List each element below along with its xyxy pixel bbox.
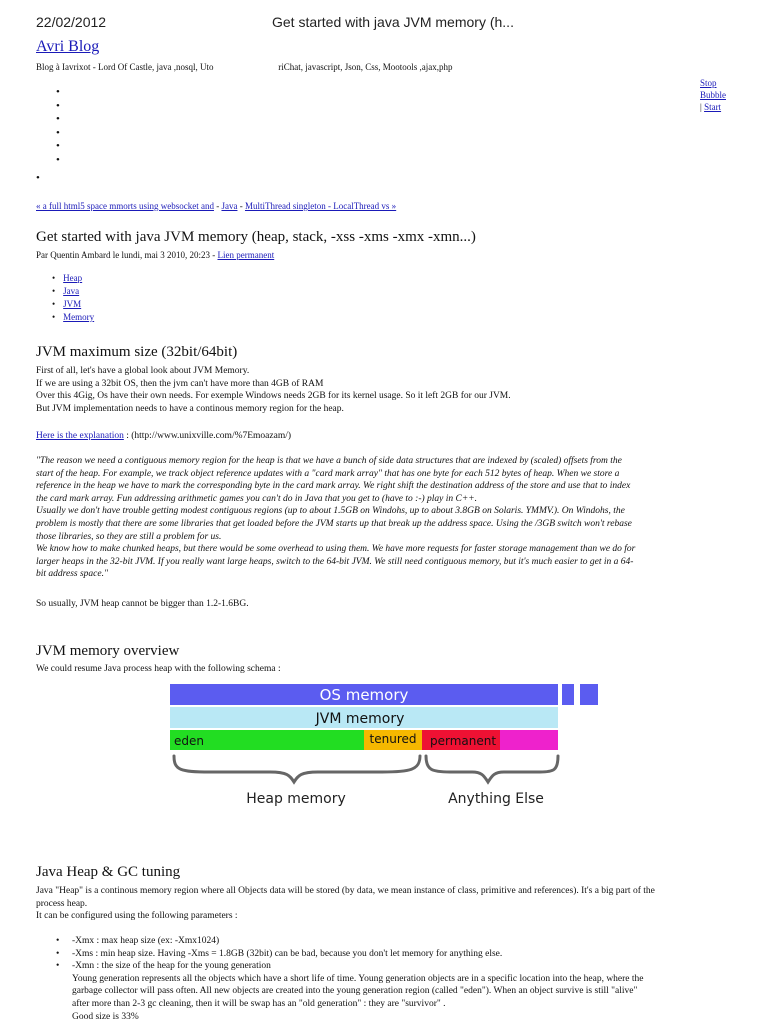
tag-link-memory[interactable]: Memory bbox=[63, 312, 95, 322]
empty-menu-list bbox=[56, 86, 60, 167]
list-item: • bbox=[56, 126, 60, 139]
quote-line: the card mark array. Fun addressing arithmetic games you can't do in Java that you get to (have to :-) play in C++. bbox=[36, 493, 478, 504]
os-memory-label: OS memory bbox=[319, 686, 409, 704]
section3-intro bbox=[36, 885, 748, 923]
os-memory-block bbox=[580, 684, 598, 705]
start-link[interactable]: Start bbox=[704, 102, 722, 112]
section-heading-heap-gc-tuning: Java Heap & GC tuning bbox=[36, 864, 181, 880]
extra-list-item: • bbox=[36, 172, 40, 184]
paragraph-line: If we are using a 32bit OS, then the jvm can't have more than 4GB of RAM bbox=[36, 378, 324, 389]
paragraph-line: after more than 2-3 gc cleaning, then it will be swap has an "old generation" : they are "survivor" . bbox=[72, 998, 446, 1009]
paragraph-line: garbage collector will pass often. All new objects are created into the young generation region (called "eden"). When an object survive is still "alive" bbox=[72, 986, 638, 997]
list-item: • -Xmn : the size of the heap for the young generation bbox=[56, 960, 746, 973]
explanation-url: : (http://www.unixville.com/%7Emoazam/) bbox=[123, 431, 292, 441]
next-post-link[interactable]: MultiThread singleton - LocalThread vs » bbox=[244, 201, 397, 211]
list-item: • bbox=[56, 113, 60, 125]
paragraph-line: Java "Heap" is a continous memory region where all Objects data will be stored (by data, we mean instance of class, primitive and references). It's a big part of the bbox=[36, 886, 655, 896]
list-item: • bbox=[56, 140, 60, 152]
nav-separator: - bbox=[237, 201, 245, 211]
post-navigation bbox=[36, 200, 396, 213]
list-item: • -Xms : min heap size. Having -Xms = 1.8GB (32bit) can be bad, because you don't let memory for anything else. bbox=[56, 948, 746, 961]
quote-line: start of the heap. For example, we track object reference updates with a "card mark array" that has one byte for each 512 bytes of heap. When we store a bbox=[36, 468, 620, 479]
tag-item bbox=[52, 311, 94, 324]
eden-label: eden bbox=[174, 734, 204, 748]
quote-line: larger heaps in the 32-bit JVM. If you really want large heaps, switch to the 64-bit JVM. We still need contiguous memory, but it's much easier to get in a 64- bbox=[36, 556, 634, 567]
blog-name-link[interactable]: Avri Blog bbox=[36, 38, 100, 55]
blog-subtitle bbox=[36, 61, 453, 74]
section1-conclusion: So usually, JVM heap cannot be bigger than 1.2-1.6BG. bbox=[36, 599, 249, 609]
tag-link-heap[interactable]: Heap bbox=[63, 273, 83, 283]
blog-subtitle-left: Blog à Iavrixot - Lord Of Castle, java ,nosql, Uto bbox=[36, 62, 214, 72]
jvm-memory-label: JVM memory bbox=[315, 711, 405, 727]
paragraph-line: First of all, let's have a global look about JVM Memory. bbox=[36, 366, 250, 376]
anything-else-label: Anything Else bbox=[448, 791, 544, 807]
quote-line: We know how to make chunked heaps, but there would be some overhead to using them. We have more requests for faster storage management than we do for bbox=[36, 544, 636, 555]
paragraph-line: Good size is 33% bbox=[72, 1011, 139, 1022]
section1-intro bbox=[36, 365, 748, 415]
jvm-memory-diagram bbox=[170, 684, 600, 814]
param-list bbox=[56, 935, 746, 1023]
tag-item bbox=[52, 285, 94, 298]
article-title: Get started with java JVM memory (heap, stack, -xss -xms -xmx -xmn...) bbox=[36, 229, 476, 245]
print-header bbox=[36, 16, 756, 36]
heap-brace bbox=[174, 756, 420, 782]
quote-line: problem is mostly that there are some libraries that get loaded before the JVM starts up that break up the address space. Using the /3GB switch won't rebase bbox=[36, 518, 632, 529]
byline-text: Par Quentin Ambard le lundi, mai 3 2010, 20:23 - bbox=[36, 250, 218, 260]
explanation-link[interactable]: Here is the explanation bbox=[36, 431, 124, 441]
quote-line: Usually we don't have trouble getting modest contiguous regions (up to about 1.5GB on Windohs, up to about 3.8GB on Solaris. YMMV.). On Windohs, the bbox=[36, 506, 625, 517]
permanent-extension-bar bbox=[500, 730, 558, 750]
category-link[interactable]: Java bbox=[221, 201, 238, 211]
list-item: • -Xmx : max heap size (ex: -Xmx1024) bbox=[56, 935, 746, 948]
print-date: 22/02/2012 bbox=[36, 14, 107, 30]
quote-line: "The reason we need a contiguous memory region for the heap is that we have a bunch of side data structures that are indexed by (scaled) offsets from the bbox=[36, 456, 622, 466]
section2-intro: We could resume Java process heap with the following schema : bbox=[36, 664, 281, 674]
paragraph-line: process heap. bbox=[36, 898, 88, 909]
paragraph-line: Young generation represents all the objects which have a short life of time. Young generation objects are in a specific location into the heap, where the bbox=[72, 973, 644, 984]
side-separator: | bbox=[700, 102, 702, 112]
side-links bbox=[700, 77, 750, 113]
list-item: • bbox=[56, 153, 60, 166]
tag-link-java[interactable]: Java bbox=[63, 286, 80, 296]
tag-item bbox=[52, 298, 94, 311]
quote-block bbox=[36, 455, 748, 581]
paragraph-line: But JVM implementation needs to have a continous memory region for the heap. bbox=[36, 403, 344, 414]
bubble-link[interactable]: Bubble bbox=[700, 90, 726, 100]
article-byline bbox=[36, 249, 274, 262]
tenured-label: tenured bbox=[369, 732, 417, 746]
quote-line: reference in the heap we have to mark the corresponding byte in the card mark array. We right shift the destination address of the store and use that to index bbox=[36, 481, 631, 492]
section-heading-memory-overview: JVM memory overview bbox=[36, 643, 180, 659]
section-heading-jvm-max-size: JVM maximum size (32bit/64bit) bbox=[36, 344, 238, 360]
os-memory-block bbox=[562, 684, 574, 705]
else-brace bbox=[426, 756, 558, 782]
quote-line: bit address space." bbox=[36, 569, 108, 580]
paragraph-line: Over this 4Gig, Os have their own needs. For exemple Windows needs 2GB for its kernel usage. So it left 2GB for our JVM. bbox=[36, 391, 511, 402]
stop-link[interactable]: Stop bbox=[700, 78, 717, 88]
prev-post-link[interactable]: « a full html5 space mmorts using websocket and bbox=[36, 201, 214, 211]
list-item: • bbox=[56, 86, 60, 98]
permanent-label: permanent bbox=[430, 734, 497, 748]
young-generation-description bbox=[56, 973, 746, 1023]
tag-list bbox=[52, 272, 94, 324]
paragraph-line: It can be configured using the following parameters : bbox=[36, 911, 238, 922]
quote-line: those libraries, so they are still a problem for us. bbox=[36, 531, 222, 542]
explanation-line bbox=[36, 430, 748, 443]
heap-memory-label: Heap memory bbox=[246, 791, 346, 807]
permalink-link[interactable]: Lien permanent bbox=[217, 250, 275, 260]
blog-subtitle-right: riChat, javascript, Json, Css, Mootools ,ajax,php bbox=[278, 62, 453, 72]
print-page-title: Get started with java JVM memory (h... bbox=[272, 14, 514, 30]
list-item: • bbox=[56, 99, 60, 112]
nav-separator: - bbox=[213, 201, 222, 211]
tag-link-jvm[interactable]: JVM bbox=[63, 299, 82, 309]
tag-item bbox=[52, 272, 94, 285]
